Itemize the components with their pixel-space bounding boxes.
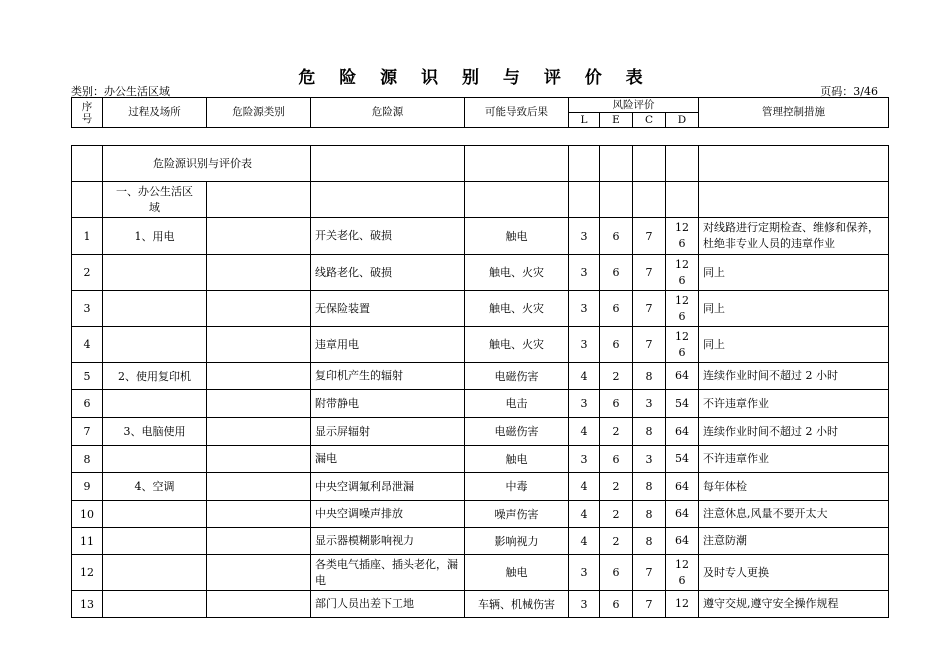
consequence-cell: 触电、火灾 — [465, 291, 569, 327]
e-value: 2 — [600, 418, 633, 446]
table-row — [72, 418, 889, 446]
process-cell — [103, 291, 207, 327]
row-number: 10 — [72, 501, 103, 528]
measures-cell: 不许违章作业 — [699, 446, 889, 473]
hazard-cell: 显示屏辐射 — [311, 418, 465, 446]
c-value: 8 — [633, 501, 666, 528]
hazard-cell: 中央空调噪声排放 — [311, 501, 465, 528]
c-value: 8 — [633, 363, 666, 390]
row-number: 2 — [72, 255, 103, 291]
table-row — [72, 291, 889, 327]
process-cell: 1、用电 — [103, 218, 207, 255]
d-value: 12 — [666, 591, 699, 618]
table-row — [72, 591, 889, 618]
table-row — [72, 390, 889, 418]
d-value: 54 — [666, 446, 699, 473]
e-value: 2 — [600, 473, 633, 501]
e-value: 6 — [600, 446, 633, 473]
row-number: 7 — [72, 418, 103, 446]
table-row — [72, 363, 889, 390]
table-row — [72, 218, 889, 255]
l-value: 4 — [569, 528, 600, 555]
c-value: 3 — [633, 446, 666, 473]
e-value: 6 — [600, 327, 633, 363]
consequence-cell: 影响视力 — [465, 528, 569, 555]
l-value: 3 — [569, 327, 600, 363]
header-measures: 管理控制措施 — [699, 98, 889, 128]
row-number: 12 — [72, 555, 103, 591]
hazard-cell: 部门人员出差下工地 — [311, 591, 465, 618]
page-title: 危 险 源 识 别 与 评 价 表 — [298, 68, 652, 88]
measures-cell: 注意防潮 — [699, 528, 889, 555]
l-value: 3 — [569, 390, 600, 418]
c-value: 7 — [633, 218, 666, 255]
e-value: 2 — [600, 528, 633, 555]
l-value: 3 — [569, 291, 600, 327]
l-value: 4 — [569, 473, 600, 501]
l-value: 4 — [569, 501, 600, 528]
consequence-cell: 触电、火灾 — [465, 327, 569, 363]
c-value: 7 — [633, 327, 666, 363]
e-value: 6 — [600, 218, 633, 255]
c-value: 7 — [633, 591, 666, 618]
section-label: 一、办公生活区域 — [103, 182, 207, 218]
measures-cell: 不许违章作业 — [699, 390, 889, 418]
d-value: 126 — [666, 218, 699, 255]
hazard-type-cell — [207, 255, 311, 291]
header-consequence: 可能导致后果 — [465, 98, 569, 128]
header-hazard-type: 危险源类别 — [207, 98, 311, 128]
table-row — [72, 473, 889, 501]
hazard-type-cell — [207, 327, 311, 363]
consequence-cell: 电磁伤害 — [465, 418, 569, 446]
hazard-cell: 中央空调氟利昂泄漏 — [311, 473, 465, 501]
header-E: E — [600, 113, 633, 128]
hazard-cell: 违章用电 — [311, 327, 465, 363]
c-value: 7 — [633, 555, 666, 591]
e-value: 6 — [600, 291, 633, 327]
hazard-type-cell — [207, 555, 311, 591]
hazard-cell: 无保险装置 — [311, 291, 465, 327]
table-row — [72, 501, 889, 528]
header-table — [71, 97, 889, 128]
process-cell: 4、空调 — [103, 473, 207, 501]
row-number: 4 — [72, 327, 103, 363]
table-row — [72, 255, 889, 291]
hazard-type-cell — [207, 501, 311, 528]
header-seq: 序号 — [72, 98, 103, 128]
row-number: 1 — [72, 218, 103, 255]
c-value: 8 — [633, 473, 666, 501]
header-hazard: 危险源 — [311, 98, 465, 128]
e-value: 6 — [600, 555, 633, 591]
measures-cell: 连续作业时间不超过 2 小时 — [699, 363, 889, 390]
category-label: 类别：办公生活区域 — [71, 85, 170, 98]
consequence-cell: 车辆、机械伤害 — [465, 591, 569, 618]
measures-cell: 同上 — [699, 291, 889, 327]
process-cell — [103, 501, 207, 528]
l-value: 4 — [569, 418, 600, 446]
d-value: 64 — [666, 528, 699, 555]
hazard-type-cell — [207, 218, 311, 255]
hazard-type-cell — [207, 591, 311, 618]
header-C: C — [633, 113, 666, 128]
process-cell — [103, 446, 207, 473]
c-value: 8 — [633, 528, 666, 555]
e-value: 2 — [600, 363, 633, 390]
hazard-cell: 漏电 — [311, 446, 465, 473]
process-cell: 2、使用复印机 — [103, 363, 207, 390]
section-row — [72, 182, 889, 218]
row-number: 3 — [72, 291, 103, 327]
consequence-cell: 电击 — [465, 390, 569, 418]
measures-cell: 同上 — [699, 255, 889, 291]
consequence-cell: 触电、火灾 — [465, 255, 569, 291]
row-number: 11 — [72, 528, 103, 555]
process-cell: 3、电脑使用 — [103, 418, 207, 446]
consequence-cell: 触电 — [465, 218, 569, 255]
l-value: 3 — [569, 218, 600, 255]
consequence-cell: 噪声伤害 — [465, 501, 569, 528]
d-value: 64 — [666, 418, 699, 446]
d-value: 64 — [666, 363, 699, 390]
table-row — [72, 446, 889, 473]
d-value: 64 — [666, 473, 699, 501]
c-value: 3 — [633, 390, 666, 418]
table-title-row — [72, 146, 889, 182]
row-number: 8 — [72, 446, 103, 473]
l-value: 4 — [569, 363, 600, 390]
consequence-cell: 触电 — [465, 555, 569, 591]
d-value: 126 — [666, 327, 699, 363]
e-value: 6 — [600, 390, 633, 418]
l-value: 3 — [569, 255, 600, 291]
hazard-type-cell — [207, 291, 311, 327]
d-value: 54 — [666, 390, 699, 418]
header-process: 过程及场所 — [103, 98, 207, 128]
table-row — [72, 555, 889, 591]
page-number: 页码：3/46 — [820, 85, 878, 98]
row-number: 13 — [72, 591, 103, 618]
header-D: D — [666, 113, 699, 128]
hazard-type-cell — [207, 363, 311, 390]
c-value: 7 — [633, 291, 666, 327]
process-cell — [103, 555, 207, 591]
process-cell — [103, 390, 207, 418]
header-L: L — [569, 113, 600, 128]
hazard-cell: 附带静电 — [311, 390, 465, 418]
l-value: 3 — [569, 591, 600, 618]
consequence-cell: 中毒 — [465, 473, 569, 501]
hazard-type-cell — [207, 528, 311, 555]
d-value: 126 — [666, 291, 699, 327]
consequence-cell: 电磁伤害 — [465, 363, 569, 390]
row-number: 5 — [72, 363, 103, 390]
process-cell — [103, 327, 207, 363]
measures-cell: 同上 — [699, 327, 889, 363]
hazard-cell: 各类电气插座、插头老化，漏电 — [311, 555, 465, 591]
l-value: 3 — [569, 446, 600, 473]
process-cell — [103, 591, 207, 618]
d-value: 64 — [666, 501, 699, 528]
table-row — [72, 528, 889, 555]
measures-cell: 及时专人更换 — [699, 555, 889, 591]
hazard-cell: 开关老化、破损 — [311, 218, 465, 255]
hazard-cell: 复印机产生的辐射 — [311, 363, 465, 390]
row-number: 6 — [72, 390, 103, 418]
hazard-type-cell — [207, 418, 311, 446]
consequence-cell: 触电 — [465, 446, 569, 473]
c-value: 7 — [633, 255, 666, 291]
hazard-type-cell — [207, 473, 311, 501]
process-cell — [103, 255, 207, 291]
table-title: 危险源识别与评价表 — [103, 146, 311, 182]
measures-cell: 注意休息,风量不要开太大 — [699, 501, 889, 528]
l-value: 3 — [569, 555, 600, 591]
process-cell — [103, 528, 207, 555]
hazard-type-cell — [207, 446, 311, 473]
header-risk: 风险评价 — [569, 98, 699, 113]
c-value: 8 — [633, 418, 666, 446]
measures-cell: 对线路进行定期检查、维修和保养，杜绝非专业人员的违章作业 — [699, 218, 889, 255]
d-value: 126 — [666, 555, 699, 591]
hazard-cell: 线路老化、破损 — [311, 255, 465, 291]
d-value: 126 — [666, 255, 699, 291]
hazard-cell: 显示器模糊影响视力 — [311, 528, 465, 555]
measures-cell: 连续作业时间不超过 2 小时 — [699, 418, 889, 446]
row-number: 9 — [72, 473, 103, 501]
hazard-type-cell — [207, 390, 311, 418]
measures-cell: 遵守交规,遵守安全操作规程 — [699, 591, 889, 618]
e-value: 2 — [600, 501, 633, 528]
measures-cell: 每年体检 — [699, 473, 889, 501]
hazard-table — [71, 145, 889, 618]
table-row — [72, 327, 889, 363]
e-value: 6 — [600, 255, 633, 291]
e-value: 6 — [600, 591, 633, 618]
